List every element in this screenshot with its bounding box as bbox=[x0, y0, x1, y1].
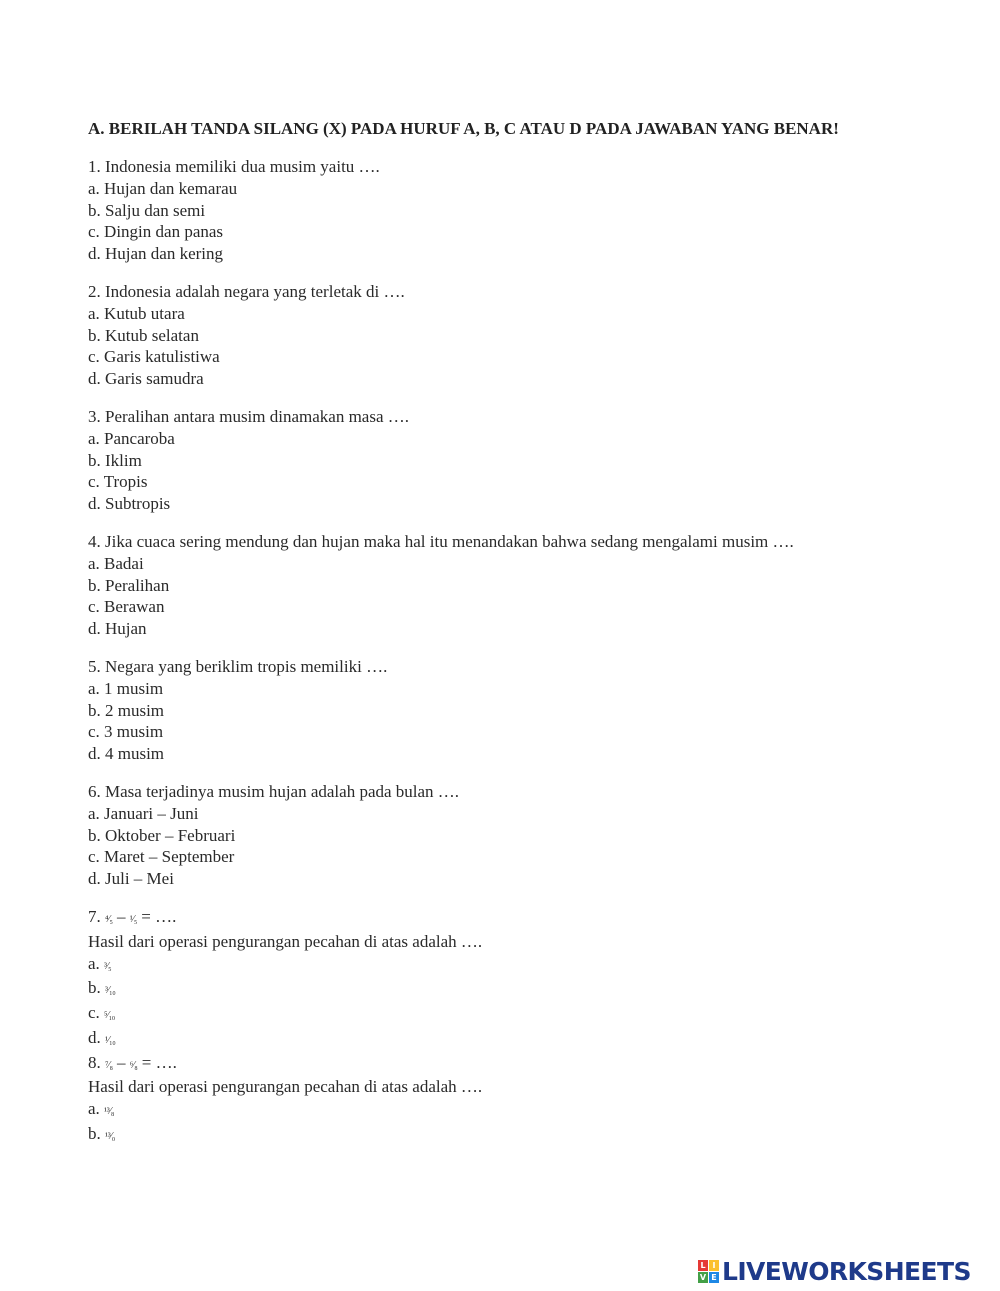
option-d bbox=[88, 1027, 888, 1052]
fraction: ⁵⁄₁₀ bbox=[104, 1010, 115, 1022]
option-b: b. Salju dan semi bbox=[88, 200, 206, 220]
fraction: ⁶⁄₈ bbox=[129, 1059, 138, 1071]
logo-mark-letter: E bbox=[709, 1272, 719, 1283]
option-b bbox=[88, 1123, 888, 1148]
fraction: ¹⁄₁₀ bbox=[105, 1034, 116, 1046]
question-text: Hasil dari operasi pengurangan pecahan di atas adalah …. bbox=[88, 931, 483, 951]
option-c: c. Tropis bbox=[88, 472, 148, 492]
option-c bbox=[88, 1002, 888, 1027]
option-a bbox=[88, 953, 888, 978]
question-expression bbox=[88, 1052, 888, 1077]
question-text: 1. Indonesia memiliki dua musim yaitu …. bbox=[88, 157, 380, 176]
option-letter: a. bbox=[88, 953, 100, 973]
question-number: 8. bbox=[88, 1052, 101, 1072]
logo-mark-letter: V bbox=[699, 1272, 707, 1282]
option-a: a. Kutub utara bbox=[88, 303, 185, 323]
minus-sign: – bbox=[112, 1052, 130, 1072]
option-b: b. Iklim bbox=[88, 450, 142, 470]
option-b: b. Peralihan bbox=[88, 575, 170, 595]
option-c: c. Berawan bbox=[88, 597, 165, 617]
equals-blank: = …. bbox=[137, 1052, 177, 1072]
equals-blank: = …. bbox=[137, 906, 177, 926]
option-c: c. Garis katulistiwa bbox=[88, 347, 220, 367]
option-d: d. Subtropis bbox=[88, 494, 171, 514]
option-b: b. Kutub selatan bbox=[88, 325, 199, 345]
question-text: 4. Jika cuaca sering mendung dan hujan maka hal itu menandakan bahwa sedang mengalami musim …. bbox=[88, 531, 794, 551]
option-b: b. 2 musim bbox=[88, 700, 165, 720]
fraction: ¹⁄₅ bbox=[129, 913, 138, 925]
option-c: c. Dingin dan panas bbox=[88, 222, 224, 242]
option-d: d. 4 musim bbox=[88, 744, 165, 764]
option-letter: b. bbox=[88, 978, 101, 998]
question-text: 5. Negara yang beriklim tropis memiliki …. bbox=[88, 656, 388, 676]
logo-mark-letter: I bbox=[709, 1260, 719, 1271]
option-b: b. Oktober – Februari bbox=[88, 825, 236, 845]
question-5 bbox=[88, 656, 888, 765]
logo-mark-icon bbox=[698, 1260, 719, 1283]
option-d: d. Hujan bbox=[88, 619, 147, 639]
liveworksheets-logo bbox=[698, 1256, 971, 1286]
question-4 bbox=[88, 531, 888, 640]
fraction: ³⁄₁₀ bbox=[105, 985, 116, 997]
option-d: d. Garis samudra bbox=[88, 369, 204, 389]
logo-text: LIVEWORKSHEETS bbox=[722, 1256, 971, 1286]
question-2 bbox=[88, 281, 888, 390]
question-expression bbox=[88, 906, 888, 931]
fraction: ⁷⁄₈ bbox=[105, 1059, 113, 1071]
fraction: ¹³⁄₈ bbox=[104, 1106, 114, 1118]
option-a: a. Pancaroba bbox=[88, 428, 175, 448]
instruction-heading: A. BERILAH TANDA SILANG (X) PADA HURUF A, B, C ATAU D PADA JAWABAN YANG BENAR! bbox=[88, 119, 839, 138]
question-text: 2. Indonesia adalah negara yang terletak di …. bbox=[88, 281, 405, 301]
option-c: c. 3 musim bbox=[88, 722, 164, 742]
option-a: a. Badai bbox=[88, 553, 144, 573]
question-3 bbox=[88, 406, 888, 515]
fraction: ³⁄₅ bbox=[104, 960, 112, 972]
option-c: c. Maret – September bbox=[88, 847, 235, 867]
question-1 bbox=[88, 156, 888, 265]
option-letter: d. bbox=[88, 1027, 101, 1047]
worksheet-page bbox=[88, 118, 888, 1164]
logo-mark-letter: L bbox=[698, 1260, 708, 1271]
option-a: a. Hujan dan kemarau bbox=[88, 178, 238, 198]
minus-sign: – bbox=[112, 906, 130, 926]
option-letter: c. bbox=[88, 1003, 100, 1023]
option-letter: a. bbox=[88, 1099, 100, 1119]
option-b bbox=[88, 977, 888, 1002]
option-a bbox=[88, 1098, 888, 1123]
question-7 bbox=[88, 906, 888, 1052]
option-d: d. Hujan dan kering bbox=[88, 244, 224, 264]
option-letter: b. bbox=[88, 1124, 101, 1144]
question-8 bbox=[88, 1052, 888, 1148]
option-a: a. 1 musim bbox=[88, 678, 164, 698]
fraction: ⁴⁄₅ bbox=[105, 913, 113, 925]
fraction: ¹³⁄₀ bbox=[105, 1131, 115, 1143]
question-6 bbox=[88, 781, 888, 890]
option-d: d. Juli – Mei bbox=[88, 869, 174, 889]
question-text: 6. Masa terjadinya musim hujan adalah pada bulan …. bbox=[88, 781, 460, 801]
question-text: 3. Peralihan antara musim dinamakan masa …. bbox=[88, 406, 410, 426]
question-text: Hasil dari operasi pengurangan pecahan di atas adalah …. bbox=[88, 1077, 483, 1097]
option-a: a. Januari – Juni bbox=[88, 803, 199, 823]
question-number: 7. bbox=[88, 906, 101, 926]
